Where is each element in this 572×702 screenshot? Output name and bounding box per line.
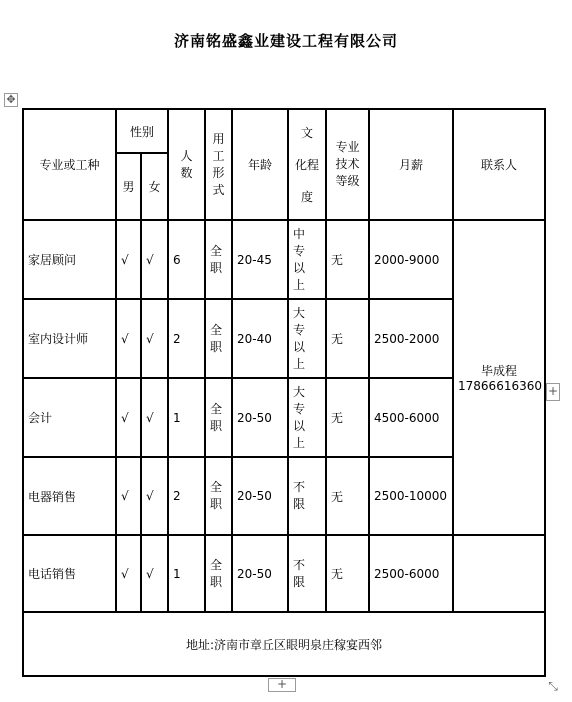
cell-skill-level: 无: [326, 457, 369, 535]
cell-age: 20-50: [232, 457, 288, 535]
cell-education: 大 专 以 上: [288, 378, 326, 457]
cell-male: √: [116, 220, 141, 299]
cell-male: √: [116, 378, 141, 457]
cell-salary: 2500-6000: [369, 535, 453, 612]
header-age: 年龄: [232, 109, 288, 220]
cell-salary: 2000-9000: [369, 220, 453, 299]
cell-employment-type: 全 职: [205, 457, 232, 535]
contact-name: 毕成程: [481, 364, 518, 378]
header-gender: 性别: [116, 109, 168, 153]
cell-age: 20-45: [232, 220, 288, 299]
cell-salary: 2500-10000: [369, 457, 453, 535]
cell-position: 电话销售: [23, 535, 116, 612]
table-row: [23, 220, 545, 299]
cell-education: 不 限: [288, 535, 326, 612]
cell-salary: 4500-6000: [369, 378, 453, 457]
cell-education: 中 专 以 上: [288, 220, 326, 299]
cell-female: √: [141, 457, 168, 535]
cell-female: √: [141, 220, 168, 299]
cell-age: 20-50: [232, 378, 288, 457]
table-move-icon[interactable]: ✥: [4, 93, 18, 107]
add-row-plus-icon[interactable]: +: [268, 678, 296, 692]
cell-salary: 2500-2000: [369, 299, 453, 378]
cell-skill-level: 无: [326, 535, 369, 612]
cell-position: 会计: [23, 378, 116, 457]
header-position: 专业或工种: [23, 109, 116, 220]
header-contact: 联系人: [453, 109, 545, 220]
cell-skill-level: 无: [326, 220, 369, 299]
header-male: 男: [116, 153, 141, 220]
cell-male: √: [116, 457, 141, 535]
header-education: 文 化程 度: [288, 109, 326, 220]
cell-count: 6: [168, 220, 205, 299]
document-title: 济南铭盛鑫业建设工程有限公司: [173, 32, 398, 50]
cell-count: 1: [168, 535, 205, 612]
header-employment-type: 用 工 形 式: [205, 109, 232, 220]
cell-male: √: [116, 535, 141, 612]
cell-employment-type: 全 职: [205, 299, 232, 378]
cell-position: 家居顾问: [23, 220, 116, 299]
contact-cell: [453, 220, 545, 535]
header-skill-level: 专业 技术 等级: [326, 109, 369, 220]
header-female: 女: [141, 153, 168, 220]
cell-education: 不 限: [288, 457, 326, 535]
cell-skill-level: 无: [326, 378, 369, 457]
cell-employment-type: 全 职: [205, 535, 232, 612]
jobs-table: [22, 108, 546, 677]
table-resize-icon[interactable]: ⤡: [548, 679, 558, 693]
cell-female: √: [141, 299, 168, 378]
cell-education: 大 专 以 上: [288, 299, 326, 378]
cell-count: 1: [168, 378, 205, 457]
table-row: [23, 535, 545, 612]
cell-female: √: [141, 378, 168, 457]
cell-age: 20-50: [232, 535, 288, 612]
contact-empty-cell: [453, 535, 545, 612]
address-footer: 地址:济南市章丘区眼明泉庄稼宴西邻: [23, 612, 545, 676]
cell-employment-type: 全 职: [205, 220, 232, 299]
cell-age: 20-40: [232, 299, 288, 378]
cell-position: 室内设计师: [23, 299, 116, 378]
cell-male: √: [116, 299, 141, 378]
cell-count: 2: [168, 299, 205, 378]
header-salary: 月薪: [369, 109, 453, 220]
header-count: 人 数: [168, 109, 205, 220]
cell-female: √: [141, 535, 168, 612]
contact-phone: 17866616360: [458, 379, 542, 393]
cell-position: 电器销售: [23, 457, 116, 535]
cell-skill-level: 无: [326, 299, 369, 378]
cell-employment-type: 全 职: [205, 378, 232, 457]
add-column-plus-icon[interactable]: +: [546, 383, 560, 401]
cell-count: 2: [168, 457, 205, 535]
